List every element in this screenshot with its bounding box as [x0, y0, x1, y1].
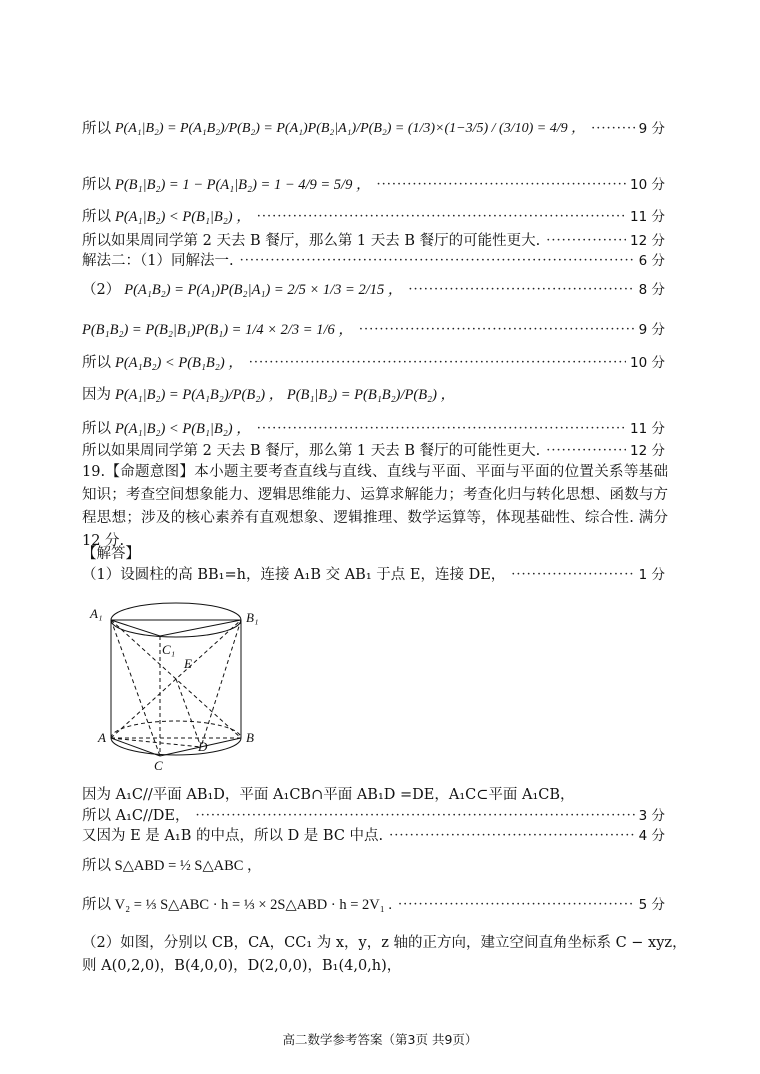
- label-a1: A₁: [90, 606, 103, 621]
- score-label: 11 分: [630, 209, 665, 225]
- volume-formula: 所以 V₂ = ⅓ S△ABC · h = ⅓ × 2S△ABD · h = 2V₁ .: [82, 897, 393, 913]
- formula: P(A₁|B₂) = P(A₁B₂)/P(B₂) ， P(B₁|B₂) = P(B₁B₂)/P(B₂) ，: [115, 387, 456, 403]
- conditional-probability-formula: P(A₁|B₂) = P(A₁B₂)/P(B₂) = P(A₁)P(B₂|A₁)/P(B₂) = (1/3)×(1−3/5) / (3/10) = 4/9 ，: [115, 121, 586, 136]
- question-19-intent: 19.【命题意图】本小题主要考查直线与直线、直线与平面、平面与平面的位置关系等基础知识；考查空间想象能力、逻辑思维能力、运算求解能力；考查化归与转化思想、函数与方程思想；涉及的核心素养有直观想象、逻辑推理、数学运算等，体现基础性、综合性. 满分 12 分.: [82, 464, 668, 549]
- leader-dots: [257, 420, 626, 438]
- score-label: 6 分: [638, 253, 665, 269]
- score-label: 1 分: [638, 567, 665, 583]
- solution-line-4: [82, 232, 665, 250]
- line-prefix: 所以: [82, 177, 111, 193]
- label-b1: B₁: [246, 610, 259, 625]
- after-figure-line-5: [82, 896, 665, 914]
- formula: P(A₁|B₂) < P(B₁|B₂) ，: [115, 209, 251, 225]
- part2-line-2: 则 A(0,2,0)，B(4,0,0)，D(2,0,0)，B₁(4,0,h)，: [82, 958, 402, 974]
- score-label: 5 分: [638, 897, 665, 913]
- score-label: 8 分: [638, 282, 665, 298]
- solution-line-9: [82, 386, 665, 404]
- bottom-ellipse-back: [111, 721, 241, 738]
- solution-line-7: [82, 321, 665, 339]
- solution-line-2: [82, 176, 665, 194]
- method-two-heading: 解法二：（1）同解法一.: [82, 253, 234, 269]
- label-c: C: [154, 758, 163, 773]
- score-label: 3 分: [638, 808, 665, 824]
- formula: P(A₁B₂) < P(B₁B₂) ，: [115, 355, 243, 371]
- page-footer: 高二数学参考答案（第3页 共9页）: [282, 1032, 478, 1047]
- leader-dots: [511, 566, 634, 584]
- label-a: A: [98, 730, 106, 745]
- leader-dots: [408, 281, 634, 299]
- solution-line-10: [82, 420, 665, 438]
- leader-dots: [249, 354, 626, 372]
- statement: 又因为 E 是 A₁B 的中点，所以 D 是 BC 中点.: [82, 828, 384, 844]
- leader-dots: [257, 208, 626, 226]
- score-label: 10 分: [630, 355, 665, 371]
- label-c1: C₁: [162, 642, 176, 657]
- line-prefix: 所以: [82, 209, 111, 225]
- score-label: 12 分: [630, 233, 665, 249]
- score-label: 10 分: [630, 177, 665, 193]
- score-label: 12 分: [630, 443, 665, 459]
- leader-dots: [376, 176, 626, 194]
- line-prefix: 所以: [82, 421, 111, 437]
- score-label: 9 分: [638, 322, 665, 338]
- formula: P(A₁|B₂) < P(B₁|B₂) ，: [115, 421, 251, 437]
- solution-line-3: [82, 208, 665, 226]
- leader-dots: [546, 232, 626, 250]
- score-label: 11 分: [630, 421, 665, 437]
- segment-de: [176, 679, 201, 747]
- line-prefix: （2）: [82, 282, 121, 298]
- segment-a1c: [111, 620, 160, 756]
- label-d: D: [198, 739, 208, 754]
- score-label: 9 分: [638, 121, 665, 137]
- leader-dots: [359, 321, 635, 339]
- after-figure-line-1: 因为 A₁C//平面 AB₁D，平面 A₁CB∩平面 AB₁D =DE，A₁C⊂平面 A₁CB，: [82, 787, 575, 803]
- leader-dots: [195, 807, 634, 825]
- line-prefix: 所以: [82, 121, 111, 137]
- conclusion-text: 所以如果周同学第 2 天去 B 餐厅，那么第 1 天去 B 餐厅的可能性更大.: [82, 443, 541, 459]
- leader-dots: [591, 120, 635, 138]
- conclusion-text: 所以如果周同学第 2 天去 B 餐厅，那么第 1 天去 B 餐厅的可能性更大.: [82, 233, 541, 249]
- edge-b1c1: [160, 620, 241, 636]
- solution-line-8: [82, 354, 665, 372]
- part1-text: （1）设圆柱的高 BB₁=h，连接 A₁B 交 AB₁ 于点 E，连接 DE，: [82, 567, 506, 583]
- after-figure-line-2: [82, 807, 665, 825]
- answer-label: 【解答】: [82, 546, 140, 562]
- statement: 所以 A₁C//DE，: [82, 808, 190, 824]
- cylinder-figure: [86, 596, 276, 776]
- leader-dots: [240, 252, 635, 270]
- formula: P(A₁B₂) = P(A₁)P(B₂|A₁) = 2/5 × 1/3 = 2/15 ，: [124, 282, 403, 298]
- segment-b1d: [201, 620, 241, 747]
- line-prefix: 因为: [82, 387, 111, 403]
- solution-line-5: [82, 252, 665, 270]
- formula: P(B₁B₂) = P(B₂|B₁)P(B₁) = 1/4 × 2/3 = 1/6 ，: [82, 322, 353, 338]
- score-label: 4 分: [638, 828, 665, 844]
- solution-line-11: [82, 442, 665, 460]
- formula: P(B₁|B₂) = 1 − P(A₁|B₂) = 1 − 4/9 = 5/9 ，: [115, 177, 371, 193]
- solution-line-1: [82, 98, 665, 160]
- after-figure-line-3: [82, 827, 665, 845]
- part1-line: [82, 566, 665, 584]
- part2-line-1: （2）如图，分别以 CB，CA，CC₁ 为 x，y，z 轴的正方向，建立空间直角坐标系 C − xyz，: [82, 935, 687, 951]
- after-figure-line-4: 所以 S△ABD = ½ S△ABC ，: [82, 858, 262, 874]
- label-b: B: [246, 730, 254, 745]
- leader-dots: [546, 442, 626, 460]
- line-prefix: 所以: [82, 355, 111, 371]
- solution-line-6: [82, 281, 665, 299]
- leader-dots: [398, 896, 635, 914]
- label-e: E: [184, 656, 192, 671]
- leader-dots: [389, 827, 634, 845]
